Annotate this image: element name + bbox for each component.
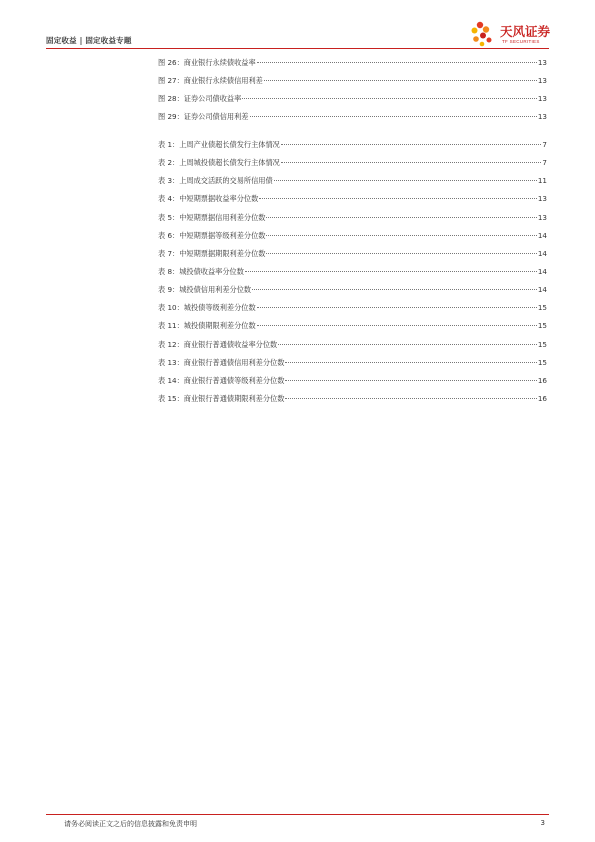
dot-leader <box>259 198 537 199</box>
dot-leader <box>285 398 536 399</box>
toc-entry-page: 15 <box>537 339 547 349</box>
footer-divider <box>46 814 549 815</box>
dot-leader <box>257 325 537 326</box>
toc-entry-label: 表 15：商业银行普通债期限利差分位数 <box>158 393 285 403</box>
dot-leader <box>281 162 542 163</box>
dot-leader <box>274 180 537 181</box>
footer-disclaimer: 请务必阅读正文之后的信息披露和免责申明 <box>64 820 197 828</box>
dot-leader <box>250 116 537 117</box>
page-number: 3 <box>540 819 545 827</box>
toc-entry-page: 13 <box>537 58 547 67</box>
toc-table-entry[interactable] <box>158 213 547 231</box>
toc-table-entry[interactable] <box>158 376 547 394</box>
table-list <box>158 140 547 412</box>
dot-leader <box>285 362 536 363</box>
figure-list <box>158 58 547 131</box>
toc-table-entry[interactable] <box>158 176 547 194</box>
toc-figure-entry[interactable] <box>158 94 547 112</box>
toc-table-entry[interactable] <box>158 231 547 249</box>
toc-entry-page: 13 <box>537 212 547 222</box>
toc-table-entry[interactable] <box>158 340 547 358</box>
toc-table-entry[interactable] <box>158 249 547 267</box>
toc-entry-label: 表 12：商业银行普通债收益率分位数 <box>158 339 278 349</box>
dot-leader <box>252 289 537 290</box>
toc-entry-label: 表 14：商业银行普通债等级利差分位数 <box>158 375 285 385</box>
toc-entry-page: 13 <box>537 194 547 204</box>
toc-table-entry[interactable] <box>158 194 547 212</box>
toc-entry-page: 7 <box>542 158 547 168</box>
toc-entry-page: 14 <box>537 230 547 240</box>
toc-entry-page: 14 <box>537 285 547 295</box>
toc-table-entry[interactable] <box>158 267 547 285</box>
toc-entry-page: 16 <box>537 393 547 403</box>
dot-leader <box>257 62 537 63</box>
toc-entry-label: 表 3：上周成交活跃的交易所信用债 <box>158 176 273 186</box>
toc-table-entry[interactable] <box>158 140 547 158</box>
toc-table-entry[interactable] <box>158 285 547 303</box>
toc-figure-entry[interactable] <box>158 112 547 130</box>
toc-entry-page: 15 <box>537 321 547 331</box>
dot-leader <box>278 344 537 345</box>
toc-entry-label: 表 6：中短期票据等级利差分位数 <box>158 230 266 240</box>
toc-entry-page: 14 <box>537 248 547 258</box>
toc-entry-label: 图 27：商业银行永续债信用利差 <box>158 76 263 86</box>
dot-leader <box>245 271 537 272</box>
toc-figure-entry[interactable] <box>158 76 547 94</box>
toc-entry-page: 15 <box>537 357 547 367</box>
dot-leader <box>285 380 536 381</box>
header-divider <box>46 48 549 49</box>
toc-entry-label: 图 29：证券公司债信用利差 <box>158 112 249 122</box>
dot-leader <box>242 98 537 99</box>
toc-entry-label: 表 10：城投债等级利差分位数 <box>158 303 256 313</box>
dot-leader <box>264 80 537 81</box>
toc-entry-page: 11 <box>537 176 547 186</box>
toc-table-entry[interactable] <box>158 358 547 376</box>
dot-leader <box>266 235 536 236</box>
toc-table-entry[interactable] <box>158 394 547 412</box>
toc-entry-label: 表 9：城投债信用利差分位数 <box>158 285 252 295</box>
toc-entry-page: 13 <box>537 94 547 104</box>
toc-table-entry[interactable] <box>158 321 547 339</box>
toc-entry-label: 图 28：证券公司债收益率 <box>158 94 242 104</box>
logo-chinese-name: 天风证券 <box>500 24 551 39</box>
toc-entry-page: 7 <box>542 140 547 149</box>
toc-entry-label: 表 8：城投债收益率分位数 <box>158 266 244 276</box>
toc-entry-label: 表 11：城投债期限利差分位数 <box>158 321 256 331</box>
dot-leader <box>266 253 536 254</box>
toc-entry-label: 图 26：商业银行永续债收益率 <box>158 58 256 67</box>
toc-figure-entry[interactable] <box>158 58 547 76</box>
toc-entry-page: 13 <box>537 112 547 122</box>
toc-table-entry[interactable] <box>158 303 547 321</box>
tf-securities-logo-icon <box>466 19 498 49</box>
header-section-title: 固定收益 | 固定收益专题 <box>46 36 132 45</box>
toc-entry-page: 15 <box>537 303 547 313</box>
toc-entry-label: 表 2：上周城投债超长债发行主体情况 <box>158 158 280 168</box>
toc-entry-label: 表 7：中短期票据期限利差分位数 <box>158 248 266 258</box>
toc-entry-label: 表 13：商业银行普通债信用利差分位数 <box>158 357 285 367</box>
toc-entry-label: 表 4：中短期票据收益率分位数 <box>158 194 259 204</box>
company-logo <box>466 19 556 49</box>
logo-english-name: TF SECURITIES <box>502 39 540 44</box>
dot-leader <box>266 217 536 218</box>
toc-entry-page: 16 <box>537 375 547 385</box>
dot-leader <box>257 307 537 308</box>
dot-leader <box>281 144 542 145</box>
toc-entry-page: 13 <box>537 76 547 86</box>
toc-entry-label: 表 5：中短期票据信用利差分位数 <box>158 212 266 222</box>
toc-table-entry[interactable] <box>158 158 547 176</box>
toc-entry-page: 14 <box>537 266 547 276</box>
toc-entry-label: 表 1：上周产业债超长债发行主体情况 <box>158 140 280 149</box>
